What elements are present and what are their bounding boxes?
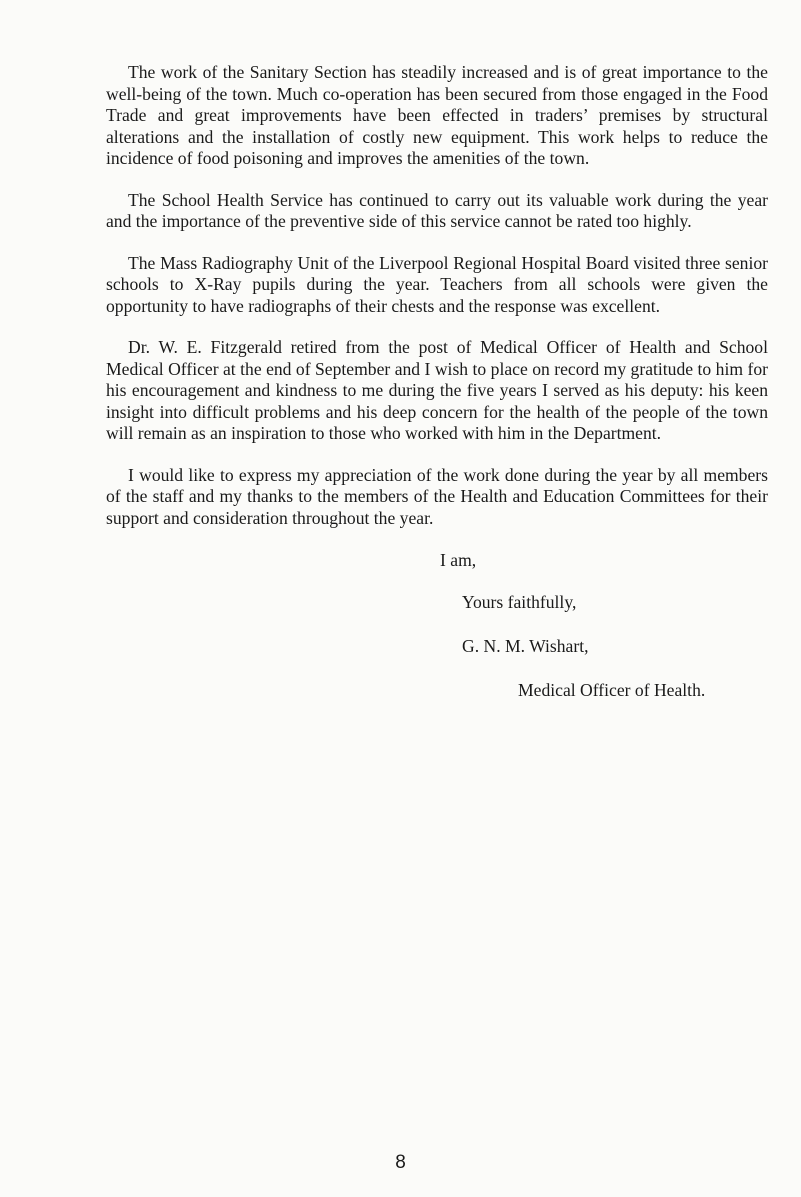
letter-body xyxy=(106,62,768,729)
closing-title: Medical Officer of Health. xyxy=(518,680,706,700)
closing-signatory: G. N. M. Wishart, xyxy=(462,636,589,656)
page-number: 8 xyxy=(395,1152,406,1173)
paragraph-appreciation: I would like to express my appreciation of the work done during the year by all members of the staff and my thanks to the members of the Health and Education Committees for their support and consideration throughout the year. xyxy=(106,464,768,528)
closing-valediction: Yours faithfully, xyxy=(462,592,577,612)
paragraph-mass-radiography: The Mass Radiography Unit of the Liverpool Regional Hospital Board visited three senior schools to X-Ray pupils during the year. Teachers from all schools were given the opportunity to have radiographs of their chests and the response was excellent. xyxy=(106,252,768,316)
closing-salutation: I am, xyxy=(440,550,477,570)
letter-closing xyxy=(106,549,768,729)
paragraph-sanitary-section: The work of the Sanitary Section has steadily increased and is of great importance to the well-being of the town. Much co-operation has been secured from those engaged in the Food Trade and great improvements have been effected in traders’ premises by structural alterations and the installation of costly new equipment. This work helps to reduce the incidence of food poisoning and improves the amenities of the town. xyxy=(106,62,768,168)
paragraph-school-health-service: The School Health Service has continued to carry out its valuable work during the year and the importance of the preventive side of this service cannot be rated too highly. xyxy=(106,189,768,231)
paragraph-fitzgerald-retirement: Dr. W. E. Fitzgerald retired from the post of Medical Officer of Health and School Medical Officer at the end of September and I wish to place on record my gratitude to him for his encouragement and kindness to me during the five years I served as his deputy: his keen insight into difficult problems and his deep concern for the health of the people of the town will remain as an inspiration to those who worked with him in the Department. xyxy=(106,337,768,443)
